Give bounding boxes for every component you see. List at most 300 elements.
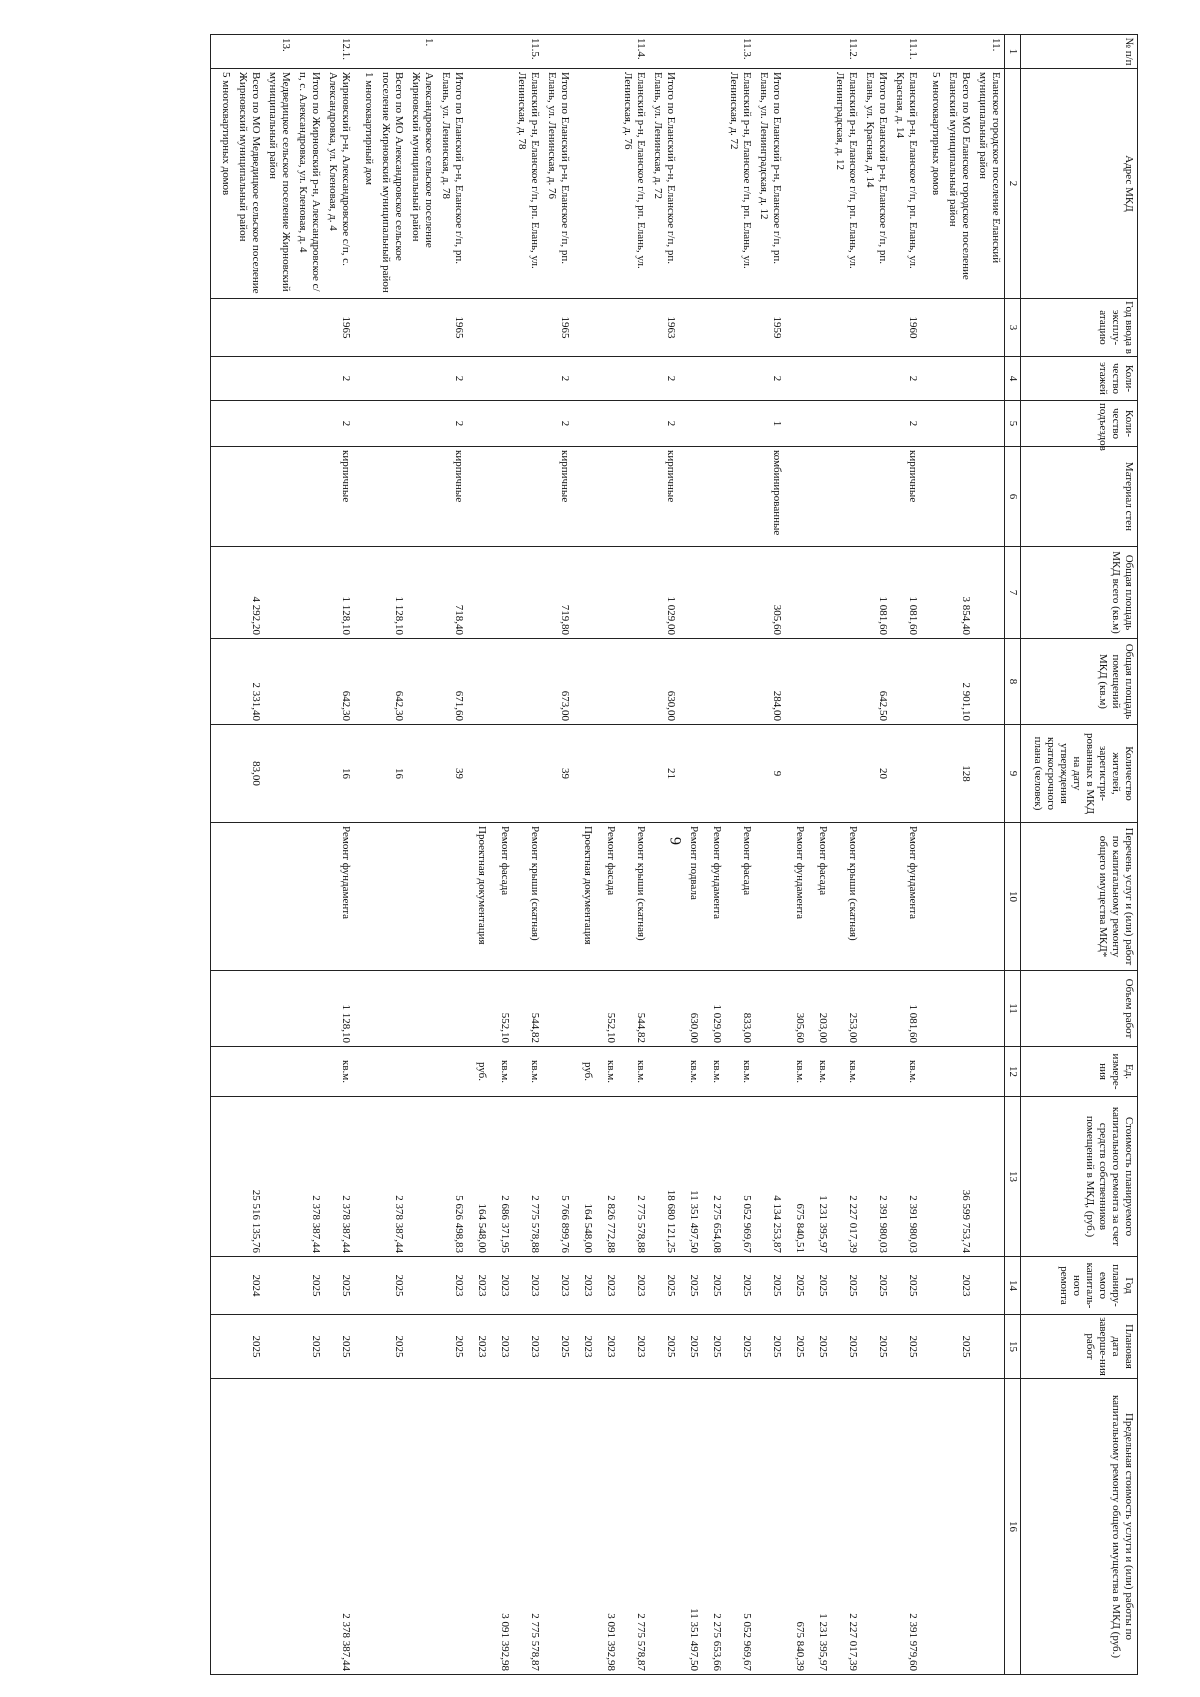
- table-cell: 2023: [490, 1257, 513, 1315]
- table-cell: 2025: [324, 1257, 354, 1315]
- table-cell: 11.3.: [725, 35, 755, 69]
- table-cell: 2025: [831, 1315, 861, 1379]
- table-cell: [808, 69, 831, 299]
- table-row: [702, 35, 725, 1675]
- table-row: [755, 35, 785, 1675]
- table-cell: [921, 401, 944, 447]
- table-cell: [861, 1379, 891, 1675]
- table-cell: 2025: [861, 1315, 891, 1379]
- table-cell: [921, 35, 944, 69]
- table-cell: 1965: [437, 299, 467, 357]
- table-cell: 1: [755, 401, 785, 447]
- table-cell: 2 775 578,87: [619, 1379, 649, 1675]
- table-cell: Ремонт фундамента: [891, 823, 921, 971]
- table-cell: Ремонт фасада: [725, 823, 755, 971]
- table-cell: [808, 639, 831, 725]
- table-cell: [702, 357, 725, 401]
- table-cell: Итого по Еланский р-н, Еланское г/п, рп. Елань, ул. Ленинградская, д. 12: [755, 69, 785, 299]
- table-cell: 2: [891, 357, 921, 401]
- table-cell: [211, 447, 235, 547]
- table-cell: [377, 299, 407, 357]
- table-cell: 2025: [377, 1257, 407, 1315]
- table-cell: [785, 401, 808, 447]
- table-cell: [974, 971, 1005, 1047]
- table-cell: 83,00: [234, 725, 264, 823]
- table-cell: [808, 299, 831, 357]
- table-cell: [596, 35, 619, 69]
- table-cell: [861, 401, 891, 447]
- table-cell: 5 многоквартирных домов: [921, 69, 944, 299]
- table-cell: 2 901,10: [944, 639, 974, 725]
- table-cell: [702, 639, 725, 725]
- table-cell: 305,60: [755, 547, 785, 639]
- table-cell: [467, 35, 490, 69]
- table-cell: 1 029,00: [702, 971, 725, 1047]
- table-cell: 2023: [543, 1257, 573, 1315]
- table-cell: 2: [649, 401, 679, 447]
- table-cell: [407, 1097, 437, 1257]
- table-cell: [513, 547, 543, 639]
- table-cell: [211, 725, 235, 823]
- table-cell: 284,00: [755, 639, 785, 725]
- table-cell: [234, 35, 264, 69]
- table-cell: [679, 447, 702, 547]
- table-cell: 2025: [831, 1257, 861, 1315]
- table-cell: [513, 299, 543, 357]
- table-cell: [921, 725, 944, 823]
- table-cell: 1.: [407, 35, 437, 69]
- table-cell: Ремонт фундамента: [785, 823, 808, 971]
- table-cell: 11.1.: [891, 35, 921, 69]
- column-header: Общая площадь помещений МКД (кв.м): [1021, 639, 1138, 725]
- table-cell: кирпичные: [891, 447, 921, 547]
- table-row: [573, 35, 596, 1675]
- column-number: 16: [1005, 1379, 1021, 1675]
- table-cell: 5 766 899,76: [543, 1097, 573, 1257]
- table-row: [467, 35, 490, 1675]
- table-cell: 39: [437, 725, 467, 823]
- table-cell: [831, 401, 861, 447]
- table-cell: [831, 725, 861, 823]
- table-cell: 9: [755, 725, 785, 823]
- table-cell: 2 391 980,03: [861, 1097, 891, 1257]
- table-cell: [211, 1379, 235, 1675]
- table-cell: [264, 1047, 294, 1097]
- table-cell: [702, 69, 725, 299]
- table-cell: [573, 299, 596, 357]
- table-cell: [294, 823, 324, 971]
- table-cell: [437, 971, 467, 1047]
- table-cell: 833,00: [725, 971, 755, 1047]
- table-cell: 20: [861, 725, 891, 823]
- column-number: 9: [1005, 725, 1021, 823]
- table-row: [649, 35, 679, 1675]
- table-cell: 1 231 395,97: [808, 1379, 831, 1675]
- table-cell: [755, 1047, 785, 1097]
- table-cell: [490, 725, 513, 823]
- table-row: [437, 35, 467, 1675]
- table-cell: Итого по Еланский р-н, Еланское г/п, рп. Елань, ул. Ленинская, д. 76: [543, 69, 573, 299]
- table-cell: Ремонт подвала: [679, 823, 702, 971]
- table-cell: 2025: [944, 1315, 974, 1379]
- table-cell: 4 134 253,87: [755, 1097, 785, 1257]
- table-cell: [264, 357, 294, 401]
- table-cell: [573, 547, 596, 639]
- table-cell: [921, 1379, 944, 1675]
- table-cell: [725, 447, 755, 547]
- table-cell: 675 840,39: [785, 1379, 808, 1675]
- table-cell: 2: [891, 401, 921, 447]
- table-cell: [407, 1047, 437, 1097]
- table-cell: [377, 357, 407, 401]
- column-number: 11: [1005, 971, 1021, 1047]
- table-cell: Итого по Жирновский р-н, Александровское с/п, с. Александровка, ул. Кленовая, д. 4: [294, 69, 324, 299]
- table-cell: 2025: [725, 1257, 755, 1315]
- table-cell: 719,80: [543, 547, 573, 639]
- table-cell: [407, 725, 437, 823]
- table-cell: Итого по Еланский р-н, Еланское г/п, рп. Елань, ул. Ленинская, д. 72: [649, 69, 679, 299]
- table-cell: [234, 357, 264, 401]
- table-cell: кв.м.: [619, 1047, 649, 1097]
- table-cell: Ремонт фасада: [596, 823, 619, 971]
- table-cell: 2023: [467, 1315, 490, 1379]
- table-cell: 5 626 498,83: [437, 1097, 467, 1257]
- table-cell: Ремонт фасада: [808, 823, 831, 971]
- table-cell: [861, 1047, 891, 1097]
- table-cell: [490, 547, 513, 639]
- table-cell: [490, 35, 513, 69]
- column-header: Материал стен: [1021, 447, 1138, 547]
- table-cell: 5 052 969,67: [725, 1379, 755, 1675]
- table-cell: [490, 639, 513, 725]
- table-cell: 2025: [785, 1257, 808, 1315]
- table-cell: кв.м.: [831, 1047, 861, 1097]
- table-cell: 203,00: [808, 971, 831, 1047]
- column-number: 12: [1005, 1047, 1021, 1097]
- table-cell: [944, 1379, 974, 1675]
- table-cell: [573, 35, 596, 69]
- table-cell: 5 многоквартирных домов: [211, 69, 235, 299]
- table-cell: [467, 69, 490, 299]
- column-number: 13: [1005, 1097, 1021, 1257]
- table-cell: [354, 1047, 377, 1097]
- table-cell: [377, 823, 407, 971]
- table-cell: 2 826 772,88: [596, 1097, 619, 1257]
- table-cell: [619, 357, 649, 401]
- table-cell: 2023: [467, 1257, 490, 1315]
- table-cell: [211, 823, 235, 971]
- table-cell: Ремонт крыши (скатная): [831, 823, 861, 971]
- table-row: [921, 35, 944, 1675]
- table-cell: [354, 35, 377, 69]
- table-cell: 11.5.: [513, 35, 543, 69]
- table-cell: кв.м.: [324, 1047, 354, 1097]
- table-cell: [407, 1315, 437, 1379]
- table-cell: 2: [437, 401, 467, 447]
- table-cell: руб.: [467, 1047, 490, 1097]
- table-cell: [921, 447, 944, 547]
- table-cell: 2 391 979,60: [891, 1379, 921, 1675]
- column-number: 15: [1005, 1315, 1021, 1379]
- table-cell: [861, 35, 891, 69]
- table-cell: 675 840,51: [785, 1097, 808, 1257]
- table-cell: 11.: [974, 35, 1005, 69]
- table-cell: [679, 401, 702, 447]
- table-cell: 2 686 371,95: [490, 1097, 513, 1257]
- table-cell: кирпичные: [437, 447, 467, 547]
- table-cell: 2023: [437, 1257, 467, 1315]
- table-cell: [264, 971, 294, 1047]
- table-row: [619, 35, 649, 1675]
- table-cell: Всего по МО Медведицкое сельское поселение Жирновский муниципальный район: [234, 69, 264, 299]
- table-cell: кирпичные: [543, 447, 573, 547]
- table-cell: 2 378 387,44: [324, 1379, 354, 1675]
- table-cell: [679, 639, 702, 725]
- table-cell: [407, 547, 437, 639]
- table-cell: [513, 639, 543, 725]
- column-number: 1: [1005, 35, 1021, 69]
- table-cell: 2 775 578,88: [619, 1097, 649, 1257]
- column-header: Количество жителей, зарегистри-рованных в МКД на дату утверждения краткосрочного плана (человек): [1021, 725, 1138, 823]
- table-cell: [573, 401, 596, 447]
- table-cell: [490, 447, 513, 547]
- table-cell: [407, 401, 437, 447]
- table-cell: [974, 639, 1005, 725]
- table-cell: [467, 547, 490, 639]
- table-cell: 544,82: [513, 971, 543, 1047]
- table-cell: [407, 1379, 437, 1675]
- table-cell: Ремонт фасада: [490, 823, 513, 971]
- table-cell: [407, 299, 437, 357]
- table-cell: [679, 725, 702, 823]
- table-cell: [785, 447, 808, 547]
- table-cell: 2 331,40: [234, 639, 264, 725]
- table-cell: [573, 971, 596, 1047]
- table-cell: 21: [649, 725, 679, 823]
- table-cell: 2025: [702, 1257, 725, 1315]
- table-cell: Ремонт фундамента: [324, 823, 354, 971]
- table-cell: [702, 447, 725, 547]
- table-cell: 1959: [755, 299, 785, 357]
- table-cell: 2: [324, 401, 354, 447]
- table-cell: 2 227 017,39: [831, 1097, 861, 1257]
- table-cell: [294, 357, 324, 401]
- table-cell: [264, 1097, 294, 1257]
- table-cell: 2 775 578,87: [513, 1379, 543, 1675]
- table-cell: Ремонт фундамента: [702, 823, 725, 971]
- table-cell: [294, 299, 324, 357]
- table-cell: [808, 447, 831, 547]
- table-cell: Александровское сельское поселение Жирновский муниципальный район: [407, 69, 437, 299]
- table-cell: кв.м.: [785, 1047, 808, 1097]
- table-cell: [211, 971, 235, 1047]
- table-cell: 544,82: [619, 971, 649, 1047]
- table-cell: 2025: [725, 1315, 755, 1379]
- table-cell: 2025: [891, 1257, 921, 1315]
- table-cell: [649, 1379, 679, 1675]
- table-row: [513, 35, 543, 1675]
- table-cell: [808, 547, 831, 639]
- table-cell: [354, 447, 377, 547]
- table-cell: кирпичные: [324, 447, 354, 547]
- table-cell: [490, 69, 513, 299]
- table-cell: Всего по МО Еланское городское поселение Еланский муниципальный район: [944, 69, 974, 299]
- table-cell: [211, 35, 235, 69]
- table-cell: [407, 1257, 437, 1315]
- table-cell: кирпичные: [649, 447, 679, 547]
- table-cell: [755, 1379, 785, 1675]
- column-header: Перечень услуг и (или) работ по капитальному ремонту общего имущества МКД*: [1021, 823, 1138, 971]
- column-header: Коли-чество подъездов: [1021, 401, 1138, 447]
- table-cell: [679, 357, 702, 401]
- column-number: 14: [1005, 1257, 1021, 1315]
- table-cell: [377, 1047, 407, 1097]
- table-cell: [234, 447, 264, 547]
- table-cell: 11.4.: [619, 35, 649, 69]
- column-header: Плановая дата заверше-ния работ: [1021, 1315, 1138, 1379]
- table-cell: 3 091 392,98: [596, 1379, 619, 1675]
- table-cell: [725, 357, 755, 401]
- table-cell: 2025: [755, 1315, 785, 1379]
- table-cell: кв.м.: [513, 1047, 543, 1097]
- table-cell: [211, 639, 235, 725]
- table-cell: [785, 35, 808, 69]
- column-header: Стоимость планируемого капитального ремонта за счет средств собственников помещений в МКД, (руб.): [1021, 1097, 1138, 1257]
- table-cell: [649, 823, 679, 971]
- column-header: Год планиру-емого капиталь-ного ремонта: [1021, 1257, 1138, 1315]
- table-cell: [377, 401, 407, 447]
- table-row: [264, 35, 294, 1675]
- table-cell: Еланский р-н, Еланское г/п, рп. Елань, ул. Ленинская, д. 76: [619, 69, 649, 299]
- table-cell: 36 599 753,74: [944, 1097, 974, 1257]
- table-cell: кв.м.: [596, 1047, 619, 1097]
- table-cell: 671,60: [437, 639, 467, 725]
- rotated-table-container: [58, 34, 1138, 1674]
- table-cell: [264, 547, 294, 639]
- header-row: [1021, 35, 1138, 1675]
- table-cell: [974, 725, 1005, 823]
- table-cell: 642,30: [377, 639, 407, 725]
- table-cell: 2025: [785, 1315, 808, 1379]
- table-cell: [702, 401, 725, 447]
- table-cell: [831, 299, 861, 357]
- table-cell: [649, 971, 679, 1047]
- table-cell: 2 775 578,88: [513, 1097, 543, 1257]
- table-cell: кв.м.: [808, 1047, 831, 1097]
- table-cell: [921, 1097, 944, 1257]
- table-cell: [573, 639, 596, 725]
- table-cell: 1960: [891, 299, 921, 357]
- table-cell: 2023: [490, 1315, 513, 1379]
- table-cell: 128: [944, 725, 974, 823]
- table-cell: руб.: [573, 1047, 596, 1097]
- table-cell: [596, 299, 619, 357]
- table-cell: 2023: [619, 1315, 649, 1379]
- table-cell: [543, 823, 573, 971]
- table-cell: [467, 299, 490, 357]
- table-cell: [596, 401, 619, 447]
- table-cell: Медведицкое сельское поселение Жирновский муниципальный район: [264, 69, 294, 299]
- table-cell: [785, 547, 808, 639]
- table-cell: [974, 1097, 1005, 1257]
- table-cell: [354, 971, 377, 1047]
- table-cell: 2025: [702, 1315, 725, 1379]
- table-cell: [354, 1097, 377, 1257]
- table-cell: [619, 547, 649, 639]
- table-cell: [543, 1047, 573, 1097]
- column-number: 5: [1005, 401, 1021, 447]
- table-cell: 552,10: [490, 971, 513, 1047]
- table-cell: [921, 547, 944, 639]
- table-cell: [808, 35, 831, 69]
- table-cell: [234, 1379, 264, 1675]
- table-cell: 2025: [324, 1315, 354, 1379]
- table-cell: [294, 447, 324, 547]
- table-cell: [407, 971, 437, 1047]
- table-cell: [944, 823, 974, 971]
- table-cell: 16: [324, 725, 354, 823]
- table-cell: 2023: [619, 1257, 649, 1315]
- table-cell: [513, 401, 543, 447]
- table-cell: Еланский р-н, Еланское г/п, рп. Елань, ул. Красная, д. 14: [891, 69, 921, 299]
- table-cell: [264, 1379, 294, 1675]
- table-cell: [437, 35, 467, 69]
- table-cell: Жирновский р-н, Александровское с/п, с. Александровка, ул. Кленовая, д. 4: [324, 69, 354, 299]
- table-row: [324, 35, 354, 1675]
- table-cell: [490, 299, 513, 357]
- table-cell: [619, 639, 649, 725]
- table-row: [679, 35, 702, 1675]
- table-row: [974, 35, 1005, 1675]
- table-cell: [944, 35, 974, 69]
- table-cell: [513, 447, 543, 547]
- table-cell: 2025: [808, 1257, 831, 1315]
- table-cell: Ремонт крыши (скатная): [619, 823, 649, 971]
- table-cell: 2: [543, 401, 573, 447]
- column-header: Год ввода в эксплу-атацию: [1021, 299, 1138, 357]
- table-row: [294, 35, 324, 1675]
- table-cell: [264, 1257, 294, 1315]
- table-cell: 642,30: [324, 639, 354, 725]
- table-cell: [679, 299, 702, 357]
- table-cell: [513, 725, 543, 823]
- table-cell: [974, 1379, 1005, 1675]
- table-cell: [407, 357, 437, 401]
- table-cell: [294, 971, 324, 1047]
- table-cell: [573, 357, 596, 401]
- table-cell: [921, 1047, 944, 1097]
- table-cell: [755, 823, 785, 971]
- table-cell: [264, 401, 294, 447]
- column-number: 2: [1005, 69, 1021, 299]
- table-cell: 2 378 387,44: [294, 1097, 324, 1257]
- table-cell: 2025: [234, 1315, 264, 1379]
- table-cell: [573, 725, 596, 823]
- table-cell: [354, 357, 377, 401]
- table-cell: [808, 725, 831, 823]
- table-cell: 1965: [324, 299, 354, 357]
- column-number: 8: [1005, 639, 1021, 725]
- table-cell: Ремонт крыши (скатная): [513, 823, 543, 971]
- table-cell: 1 128,10: [324, 547, 354, 639]
- table-cell: [264, 1315, 294, 1379]
- table-cell: [808, 401, 831, 447]
- table-cell: 1 029,00: [649, 547, 679, 639]
- table-cell: [294, 547, 324, 639]
- table-cell: [596, 639, 619, 725]
- table-cell: [377, 447, 407, 547]
- column-header: Общая площадь МКД всего (кв.м): [1021, 547, 1138, 639]
